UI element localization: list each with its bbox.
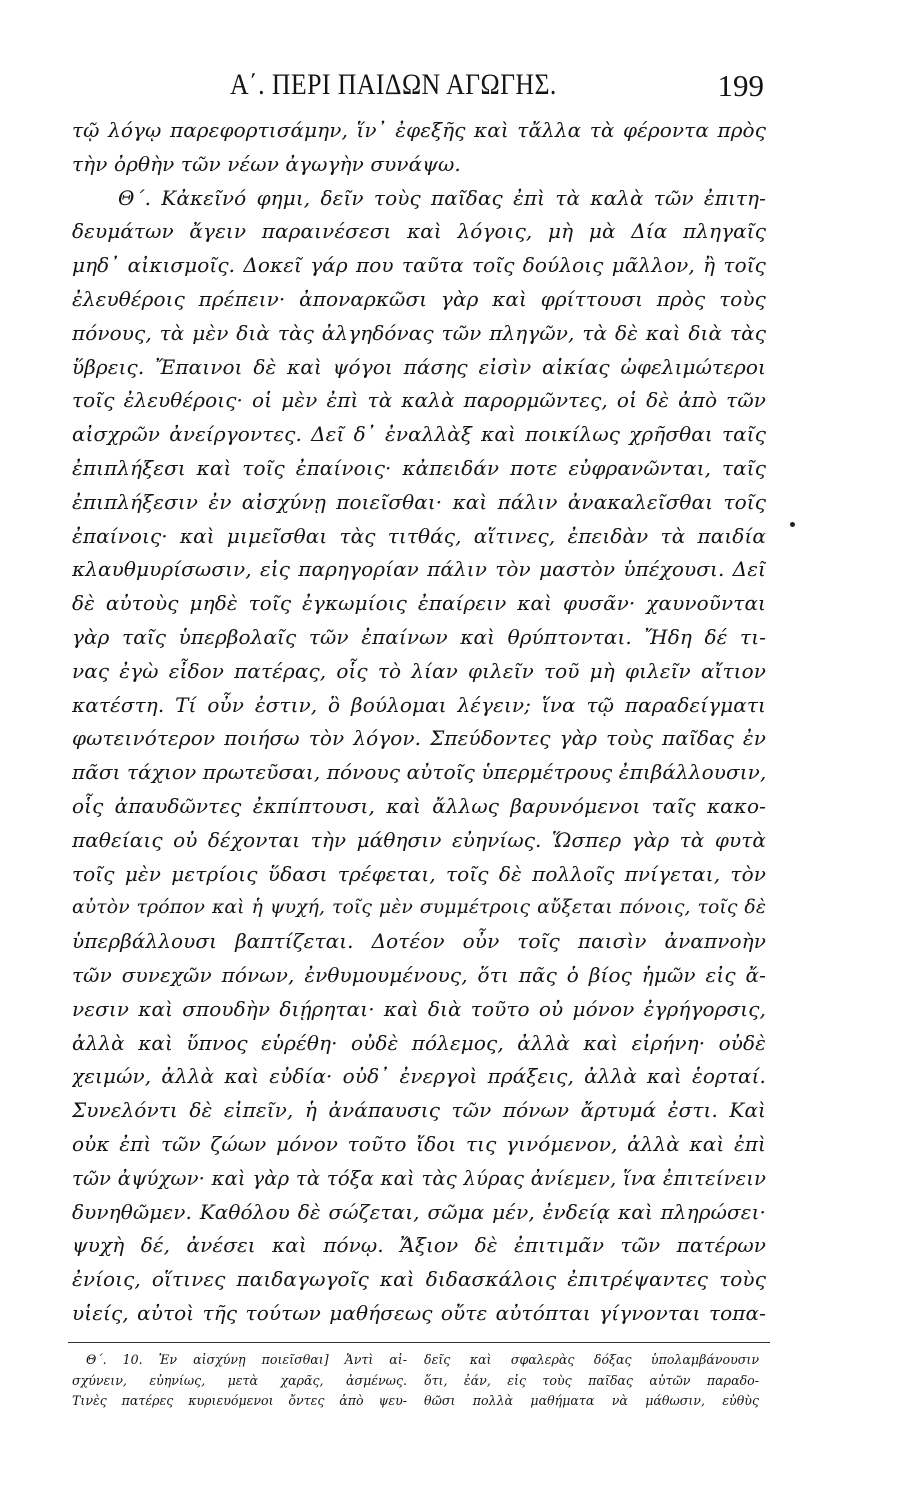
text-line: ἐπιπλήξεσι καὶ τοῖς ἐπαίνοις· κἀπειδάν ποτε εὐφρανῶνται, ταῖς [72, 455, 766, 480]
text-line: ἐλευθέροις πρέπειν· ἀποναρκῶσι γὰρ καὶ φρίττουσι πρὸς τοὺς [72, 286, 766, 311]
footnote-line: Τινὲς πατέρες κυριευόμενοι ὄντες ἀπὸ ψευ- [72, 1393, 407, 1408]
text-line: γὰρ ταῖς ὑπερβολαῖς τῶν ἐπαίνων καὶ θρύπτονται. Ἤδη δέ τι- [72, 624, 766, 649]
text-line: τῶν ἀψύχων· καὶ γὰρ τὰ τόξα καὶ τὰς λύρας ἀνίεμεν, ἵνα ἐπιτείνειν [72, 1166, 766, 1190]
text-line: τῷ λόγῳ παρεφορτισάμην, ἵν᾽ ἐφεξῆς καὶ τἄλλα τὰ φέροντα πρὸς [72, 118, 766, 142]
text-line: τοῖς μὲν μετρίοις ὕδασι τρέφεται, τοῖς δὲ πολλοῖς πνίγεται, τὸν [72, 861, 766, 886]
text-line: νας ἐγὼ εἶδον πατέρας, οἷς τὸ λίαν φιλεῖν τοῦ μὴ φιλεῖν αἴτιον [72, 658, 766, 683]
section-heading-line: Θ΄. Κἀκεῖνό φημι, δεῖν τοὺς παῖδας ἐπὶ τὰ καλὰ τῶν ἐπιτη- [118, 185, 766, 210]
running-head [70, 68, 770, 108]
footnote-line: ὅτι, ἐάν, εἰς τοὺς παῖδας αὐτῶν παραδο- [424, 1372, 759, 1388]
text-line: οἷς ἀπαυδῶντες ἐκπίπτουσι, καὶ ἄλλως βαρυνόμενοι ταῖς κακο- [72, 793, 766, 818]
footnote-line: θῶσι πολλὰ μαθήματα νὰ μάθωσιν, εὐθὺς [424, 1393, 759, 1408]
text-line: ὑπερβάλλουσι βαπτίζεται. Δοτέον οὖν τοῖς παισὶν ἀναπνοὴν [72, 929, 766, 954]
text-line: κατέστη. Τί οὖν ἐστιν, ὃ βούλομαι λέγειν; ἵνα τῷ παραδείγματι [72, 692, 766, 717]
text-line: τοῖς ἐλευθέροις· οἱ μὲν ἐπὶ τὰ καλὰ παρορμῶντες, οἱ δὲ ἀπὸ τῶν [72, 388, 766, 413]
text-line: χειμών, ἀλλὰ καὶ εὐδία· οὐδ᾽ ἐνεργοὶ πράξεις, ἀλλὰ καὶ ἑορταί. [72, 1064, 766, 1089]
page-number: 199 [717, 68, 764, 103]
text-line: πᾶσι τάχιον πρωτεῦσαι, πόνους αὐτοῖς ὑπερμέτρους ἐπιβάλλουσιν, [72, 760, 766, 785]
text-line: φωτεινότερον ποιήσω τὸν λόγον. Σπεύδοντες γὰρ τοὺς παῖδας ἐν [72, 726, 766, 751]
footnote-column-right [424, 1350, 759, 1412]
text-line: Συνελόντι δὲ εἰπεῖν, ἡ ἀνάπαυσις τῶν πόνων ἄρτυμά ἐστι. Καὶ [72, 1098, 766, 1123]
footnote-divider [68, 1342, 770, 1343]
page-title: Α΄. ΠΕΡΙ ΠΑΙΔΩΝ ΑΓΩΓΗΣ. [230, 68, 557, 101]
text-line: ψυχὴ δέ, ἀνέσει καὶ πόνῳ. Ἄξιον δὲ ἐπιτιμᾶν τῶν πατέρων [72, 1233, 766, 1258]
footnotes [72, 1350, 766, 1430]
text-line: αὐτὸν τρόπον καὶ ἡ ψυχή, τοῖς μὲν συμμέτροις αὔξεται πόνοις, τοῖς δὲ [72, 897, 766, 919]
text-line: δευμάτων ἄγειν παραινέσεσι καὶ λόγοις, μὴ μὰ Δία πληγαῖς [72, 219, 766, 244]
footnote-line: σχύνειν, εὐηνίως, μετὰ χαρᾶς, ἀσμένως. [72, 1372, 407, 1388]
text-line: οὐκ ἐπὶ τῶν ζώων μόνον τοῦτο ἴδοι τις γινόμενον, ἀλλὰ καὶ ἐπὶ [72, 1131, 766, 1156]
body-text [72, 114, 766, 1326]
text-line: δυνηθῶμεν. Καθόλου δὲ σώζεται, σῶμα μέν, ἐνδείᾳ καὶ πληρώσει· [72, 1199, 766, 1224]
text-line: αἰσχρῶν ἀνείργοντες. Δεῖ δ᾽ ἐναλλὰξ καὶ ποικίλως χρῆσθαι ταῖς [72, 422, 766, 447]
ink-speck [790, 522, 795, 527]
text-line: ἐπαίνοις· καὶ μιμεῖσθαι τὰς τιτθάς, αἵτινες, ἐπειδὰν τὰ παιδία [72, 523, 766, 548]
footnote-column-left [72, 1350, 407, 1412]
text-line: ὕβρεις. Ἔπαινοι δὲ καὶ ψόγοι πάσης εἰσὶν αἰκίας ὠφελιμώτεροι [72, 354, 766, 379]
text-line: τὴν ὀρθὴν τῶν νέων ἀγωγὴν συνάψω. [72, 151, 461, 176]
text-line: τῶν συνεχῶν πόνων, ἐνθυμουμένους, ὅτι πᾶς ὁ βίος ἡμῶν εἰς ἄ- [72, 962, 766, 987]
footnote-line: δεῖς καὶ σφαλερὰς δόξας ὑπολαμβάνουσιν [424, 1352, 759, 1367]
text-line: ἐνίοις, οἵτινες παιδαγωγοῖς καὶ διδασκάλοις ἐπιτρέψαντες τοὺς [72, 1267, 766, 1292]
text-line: νεσιν καὶ σπουδὴν διῄρηται· καὶ διὰ τοῦτο οὐ μόνον ἐγρήγορσις, [72, 996, 766, 1021]
text-line: παθείαις οὐ δέχονται τὴν μάθησιν εὐηνίως. Ὥσπερ γὰρ τὰ φυτὰ [72, 827, 766, 852]
text-line: πόνους, τὰ μὲν διὰ τὰς ἀλγηδόνας τῶν πληγῶν, τὰ δὲ καὶ διὰ τὰς [72, 320, 766, 345]
text-line: ἐπιπλήξεσιν ἐν αἰσχύνῃ ποιεῖσθαι· καὶ πάλιν ἀνακαλεῖσθαι τοῖς [72, 489, 766, 514]
text-line: υἱείς, αὐτοὶ τῆς τούτων μαθήσεως οὔτε αὐτόπται γίγνονται τοπα- [72, 1300, 766, 1325]
text-line: μηδ᾽ αἰκισμοῖς. Δοκεῖ γάρ που ταῦτα τοῖς δούλοις μᾶλλον, ἢ τοῖς [72, 253, 766, 278]
text-line: κλαυθμυρίσωσιν, εἰς παρηγορίαν πάλιν τὸν μαστὸν ὑπέχουσι. Δεῖ [72, 557, 766, 582]
text-line: ἀλλὰ καὶ ὕπνος εὑρέθη· οὐδὲ πόλεμος, ἀλλὰ καὶ εἰρήνη· οὐδὲ [72, 1030, 766, 1055]
text-line: δὲ αὐτοὺς μηδὲ τοῖς ἐγκωμίοις ἐπαίρειν καὶ φυσᾶν· χαυνοῦνται [72, 591, 766, 616]
footnote-line: Θ΄. 10. Ἐν αἰσχύνῃ ποιεῖσθαι] Ἀντὶ αἰ- [86, 1352, 407, 1367]
